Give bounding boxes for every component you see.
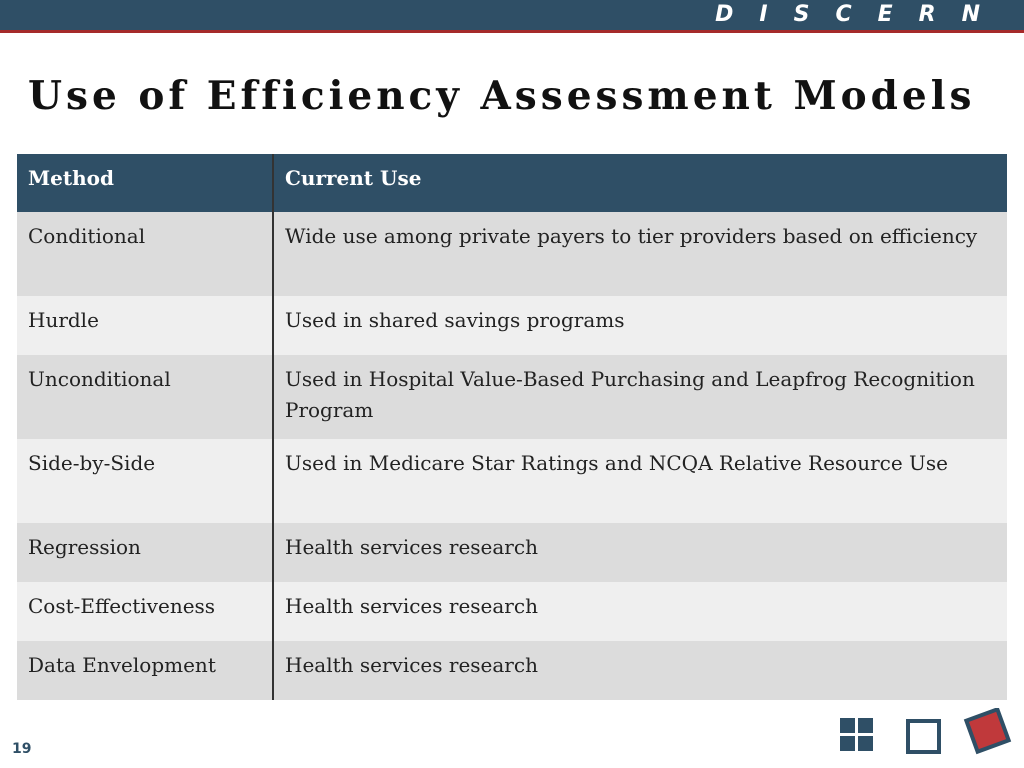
methods-table bbox=[17, 154, 1007, 700]
table-row bbox=[17, 355, 1007, 439]
current-use-cell: Used in shared savings programs bbox=[273, 296, 1007, 355]
method-cell: Side-by-Side bbox=[17, 439, 273, 523]
current-use-cell: Used in Hospital Value-Based Purchasing and Leapfrog Recognition Program bbox=[273, 355, 1007, 439]
table-row bbox=[17, 439, 1007, 523]
method-cell: Cost-Effectiveness bbox=[17, 582, 273, 641]
table-row bbox=[17, 212, 1007, 296]
current-use-cell: Health services research bbox=[273, 641, 1007, 700]
slide-title: Use of Efficiency Assessment Models bbox=[28, 73, 976, 119]
current-use-cell: Wide use among private payers to tier providers based on efficiency bbox=[273, 212, 1007, 296]
column-header-method: Method bbox=[17, 154, 273, 212]
brand-logo-text: DISCERN bbox=[715, 2, 1006, 27]
current-use-cell: Health services research bbox=[273, 582, 1007, 641]
table-header-row bbox=[17, 154, 1007, 212]
method-cell: Data Envelopment bbox=[17, 641, 273, 700]
current-use-cell: Health services research bbox=[273, 523, 1007, 582]
tilted-red-square-icon bbox=[966, 709, 1008, 751]
table-row bbox=[17, 641, 1007, 700]
table-row bbox=[17, 296, 1007, 355]
page-number: 19 bbox=[12, 741, 32, 757]
footer-icons bbox=[838, 708, 1018, 764]
method-cell: Unconditional bbox=[17, 355, 273, 439]
column-header-current-use: Current Use bbox=[273, 154, 1007, 212]
table-row bbox=[17, 582, 1007, 641]
grid-icon bbox=[840, 718, 873, 751]
header-bar bbox=[0, 0, 1024, 33]
method-cell: Regression bbox=[17, 523, 273, 582]
method-cell: Conditional bbox=[17, 212, 273, 296]
table-row bbox=[17, 523, 1007, 582]
current-use-cell: Used in Medicare Star Ratings and NCQA Relative Resource Use bbox=[273, 439, 1007, 523]
method-cell: Hurdle bbox=[17, 296, 273, 355]
square-outline-icon bbox=[908, 721, 939, 752]
